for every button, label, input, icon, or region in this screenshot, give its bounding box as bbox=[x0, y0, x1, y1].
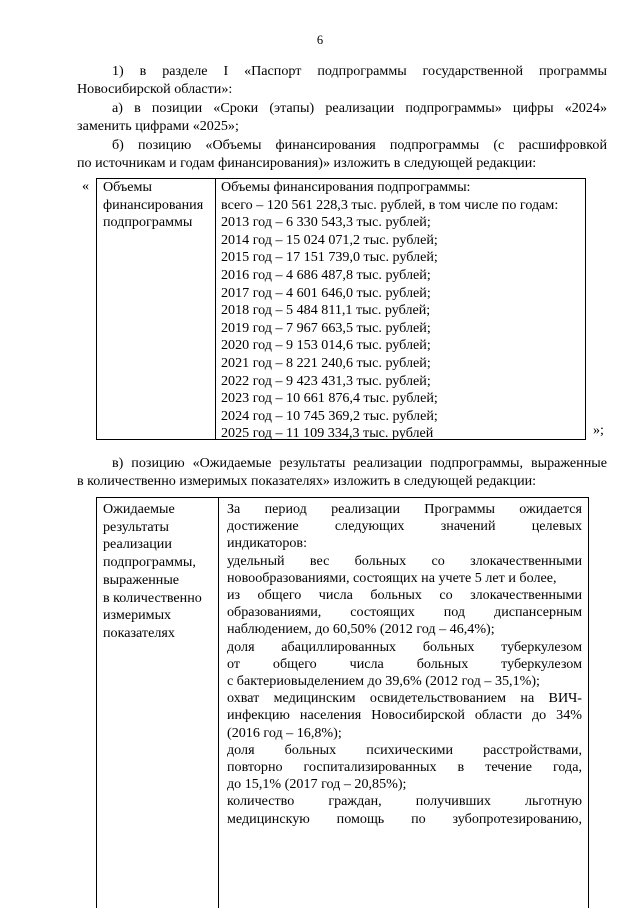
paragraph-2 bbox=[77, 99, 607, 136]
funding-table-value-cell bbox=[221, 179, 583, 443]
results-value-line: повторно госпитализированных в течение года, bbox=[227, 759, 582, 776]
funding-label-line: финансирования bbox=[103, 196, 204, 213]
paragraph-4-line-2: в количественно измеримых показателях» изложить в следующей редакции: bbox=[77, 473, 537, 490]
paragraph-2-line-2: заменить цифрами «2025»; bbox=[77, 118, 239, 135]
results-value-line: от общего числа больных туберкулезом bbox=[227, 655, 582, 672]
funding-value-line: 2013 год – 6 330 543,3 тыс. рублей; bbox=[221, 214, 431, 231]
results-value-line: из общего числа больных со злокачественными bbox=[227, 587, 582, 604]
results-label-line: Ожидаемые bbox=[103, 501, 175, 517]
results-value-line: до 15,1% (2017 год – 20,85%); bbox=[227, 776, 407, 793]
paragraph-2-line-1: а) в позиции «Сроки (этапы) реализации подпрограммы» цифры «2024» bbox=[112, 100, 607, 116]
results-table-label-cell bbox=[103, 498, 217, 643]
funding-table bbox=[96, 178, 586, 440]
paragraph-3-line-2: по источникам и годам финансирования)» изложить в следующей редакции: bbox=[77, 155, 537, 172]
funding-table-label-cell bbox=[103, 179, 215, 232]
paragraph-3 bbox=[77, 136, 607, 173]
results-label-line: показателях bbox=[103, 624, 175, 641]
results-value-line: индикаторов: bbox=[227, 535, 308, 552]
results-label-line: подпрограммы, bbox=[103, 554, 196, 571]
funding-value-line: 2014 год – 15 024 071,2 тыс. рублей; bbox=[221, 231, 438, 248]
paragraph-1-line-2: Новосибирской области»: bbox=[77, 81, 233, 98]
results-label-line: реализации bbox=[103, 536, 172, 553]
funding-value-line: Объемы финансирования подпрограммы: bbox=[221, 179, 471, 195]
results-value-line: доля абациллированных больных туберкулезом bbox=[227, 638, 582, 655]
results-value-line: с бактериовыделением до 39,6% (2012 год – 35,1%); bbox=[227, 673, 540, 690]
results-label-line: выраженные bbox=[103, 571, 180, 588]
funding-value-line: 2015 год – 17 151 739,0 тыс. рублей; bbox=[221, 249, 438, 266]
table-1-open-quote: « bbox=[82, 178, 90, 194]
results-value-line: (2016 год – 16,8%); bbox=[227, 724, 342, 741]
paragraph-3-line-1: б) позицию «Объемы финансирования подпрограммы (с расшифровкой bbox=[112, 137, 607, 153]
funding-value-line: 2021 год – 8 221 240,6 тыс. рублей; bbox=[221, 354, 431, 371]
results-table-value-cell bbox=[227, 498, 582, 828]
funding-value-line: 2019 год – 7 967 663,5 тыс. рублей; bbox=[221, 319, 431, 336]
results-value-line: За период реализации Программы ожидается bbox=[227, 501, 582, 517]
results-table bbox=[96, 497, 589, 908]
funding-value-line: 2022 год – 9 423 431,3 тыс. рублей; bbox=[221, 372, 431, 389]
results-value-line: охват медицинским освидетельствованием на ВИЧ- bbox=[227, 690, 582, 707]
paragraph-4-line-1: в) позицию «Ожидаемые результаты реализации подпрограммы, выраженные bbox=[112, 455, 607, 471]
table-1-close-quote: »; bbox=[593, 422, 604, 438]
column-divider bbox=[215, 179, 216, 439]
results-value-line: количество граждан, получивших льготную bbox=[227, 793, 582, 810]
funding-value-line: 2024 год – 10 745 369,2 тыс. рублей; bbox=[221, 407, 438, 424]
results-value-line: образованиями, состоящих под диспансерным bbox=[227, 604, 582, 621]
results-value-line: новообразованиями, состоящих на учете 5 лет и более, bbox=[227, 569, 557, 586]
funding-value-line: 2017 год – 4 601 646,0 тыс. рублей; bbox=[221, 284, 431, 301]
paragraph-1 bbox=[77, 62, 607, 99]
paragraph-1-line-1: 1) в разделе I «Паспорт подпрограммы государственной программы bbox=[112, 63, 607, 79]
funding-value-line: 2016 год – 4 686 487,8 тыс. рублей; bbox=[221, 266, 431, 283]
funding-value-line: 2025 год – 11 109 334,3 тыс. рублей bbox=[221, 425, 434, 442]
funding-value-line: 2020 год – 9 153 014,6 тыс. рублей; bbox=[221, 337, 431, 354]
funding-value-line: всего – 120 561 228,3 тыс. рублей, в том числе по годам: bbox=[221, 196, 559, 213]
funding-label-line: Объемы bbox=[103, 179, 152, 195]
column-divider bbox=[218, 498, 219, 908]
funding-value-line: 2023 год – 10 661 876,4 тыс. рублей; bbox=[221, 390, 438, 407]
results-label-line: измеримых bbox=[103, 607, 172, 624]
results-value-line: инфекцию населения Новосибирской области до 34% bbox=[227, 707, 582, 724]
results-label-line: результаты bbox=[103, 518, 169, 535]
funding-value-line: 2018 год – 5 484 811,1 тыс. рублей; bbox=[221, 302, 431, 319]
results-value-line: наблюдением, до 60,50% (2012 год – 46,4%); bbox=[227, 621, 495, 638]
results-value-line: достижение следующих значений целевых bbox=[227, 518, 582, 535]
page-number: 6 bbox=[316, 33, 324, 47]
results-value-line: медицинскую помощь по зубопротезированию, bbox=[227, 810, 582, 827]
results-label-line: в количественно bbox=[103, 589, 202, 606]
results-value-line: доля больных психическими расстройствами, bbox=[227, 741, 582, 758]
paragraph-4 bbox=[77, 454, 607, 491]
funding-label-line: подпрограммы bbox=[103, 214, 193, 230]
results-value-line: удельный вес больных со злокачественными bbox=[227, 552, 582, 569]
